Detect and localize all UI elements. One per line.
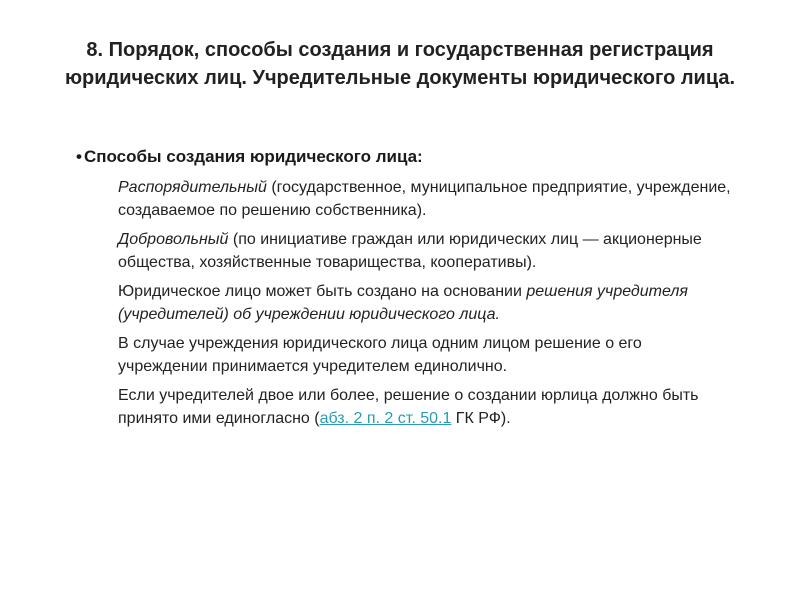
term-administrative: Распорядительный: [118, 179, 267, 196]
paragraph-founder-decision-lead: Юридическое лицо может быть создано на основании: [118, 283, 527, 300]
paragraph-single-founder-text: В случае учреждения юридического лица одним лицом решение о его учреждении принимается учредителем единолично.: [118, 335, 642, 375]
slide-content: [76, 146, 756, 436]
paragraph-administrative: [118, 176, 733, 222]
term-founder-decision: решения учредителя (учредителей) об учреждении юридического лица.: [118, 283, 688, 323]
bullet-icon: •: [76, 147, 82, 166]
paragraph-multiple-founders-tail: ГК РФ).: [451, 410, 511, 427]
paragraph-single-founder: [118, 332, 733, 378]
section-heading-text: Способы создания юридического лица:: [83, 147, 423, 166]
paragraph-voluntary: [118, 228, 733, 274]
paragraph-founder-decision: [118, 280, 733, 326]
paragraph-multiple-founders: [118, 384, 733, 430]
paragraph-administrative-text: (государственное, муниципальное предприятие, учреждение, создаваемое по решению собственника).: [118, 179, 731, 219]
paragraph-voluntary-text: (по инициативе граждан или юридических лиц — акционерные общества, хозяйственные товарищества, кооперативы).: [118, 231, 702, 271]
civil-code-link[interactable]: абз. 2 п. 2 ст. 50.1: [319, 410, 452, 427]
slide-title: 8. Порядок, способы создания и государственная регистрация юридических лиц. Учредительные документы юридического лица.: [64, 39, 736, 89]
term-voluntary: Добровольный: [118, 231, 229, 248]
paragraph-multiple-founders-lead: Если учредителей двое или более, решение о создании юрлица должно быть принято ими единогласно (: [118, 387, 699, 427]
section-heading: [76, 146, 756, 168]
